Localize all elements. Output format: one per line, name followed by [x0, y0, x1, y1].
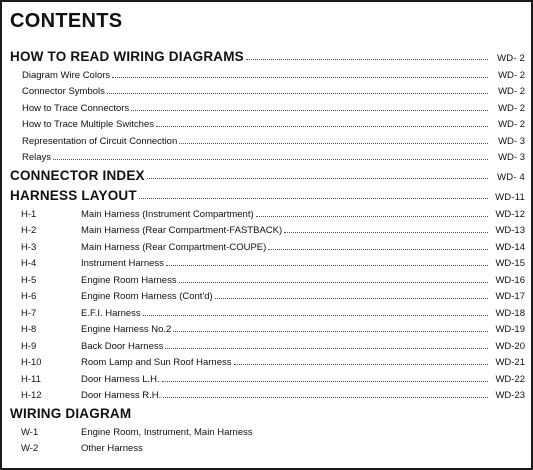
toc-entry-code: H-1: [21, 208, 37, 220]
toc-entry-code: H-12: [21, 390, 42, 401]
toc-entry-label: Engine Harness No.2: [81, 324, 172, 335]
dot-leader: [234, 364, 489, 365]
toc-page-number: WD-18: [495, 307, 525, 319]
toc-entry-label: Back Door Harness: [81, 340, 164, 352]
toc-page-number: WD-19: [495, 324, 525, 335]
dot-leader: [284, 232, 488, 233]
toc-section-harness-layout[interactable]: [2, 183, 531, 203]
toc-entry[interactable]: [2, 368, 531, 385]
toc-entry-label: Main Harness (Instrument Compartment): [81, 208, 254, 220]
toc-entry-code: W-1: [21, 426, 39, 438]
dot-leader: [163, 397, 488, 398]
toc-section-how-to-read[interactable]: [2, 44, 531, 64]
toc-entry-label: Connector Symbols: [22, 86, 105, 97]
toc-page-number: WD-12: [495, 208, 525, 220]
toc-entry[interactable]: [2, 253, 531, 270]
toc-entry-code: H-6: [21, 291, 37, 302]
toc-entry-label: Door Harness L.H.: [81, 373, 160, 385]
toc-entry-label: Main Harness (Rear Compartment-FASTBACK): [81, 225, 283, 236]
dot-leader: [165, 348, 488, 349]
toc-page-number: WD-11: [495, 192, 525, 203]
toc-section-wiring-diagram[interactable]: [2, 401, 531, 421]
toc-entry-label: Main Harness (Rear Compartment-COUPE): [81, 241, 267, 253]
toc-page-number: WD-15: [495, 258, 525, 269]
toc-entry[interactable]: [2, 147, 531, 164]
toc-entry-label: Other Harness: [81, 443, 143, 454]
toc-entry[interactable]: [2, 269, 531, 286]
toc-entry[interactable]: [2, 302, 531, 319]
dot-leader: [139, 198, 488, 199]
toc-section-connector-index[interactable]: [2, 163, 531, 183]
toc-entry-label: Relays: [22, 152, 52, 163]
toc-entry[interactable]: [2, 130, 531, 147]
dot-leader: [107, 93, 488, 94]
toc-entry[interactable]: [2, 335, 531, 352]
toc-entry-code: H-2: [21, 225, 37, 236]
toc-page-number: WD- 2: [498, 102, 525, 114]
toc-entry[interactable]: [2, 220, 531, 237]
toc-page-number: WD-16: [495, 274, 525, 286]
dot-leader: [112, 77, 488, 78]
toc-entry-label: E.F.I. Harness: [81, 307, 141, 319]
dot-leader: [166, 265, 488, 266]
dot-leader: [53, 159, 488, 160]
dot-leader: [179, 143, 488, 144]
toc-entry-label: Engine Room, Instrument, Main Harness: [81, 426, 253, 438]
toc-entry-label: Engine Room Harness (Cont'd): [81, 291, 213, 302]
toc-page-number: WD-17: [495, 291, 525, 302]
toc-entry-label: Diagram Wire Colors: [22, 69, 111, 81]
toc-entry[interactable]: [2, 438, 531, 455]
toc-entry[interactable]: [2, 97, 531, 114]
toc-page-number: WD-21: [495, 357, 525, 368]
toc-entry[interactable]: [2, 385, 531, 402]
toc-entry-label: Instrument Harness: [81, 258, 164, 269]
toc-entry-code: H-10: [21, 357, 42, 368]
dot-leader: [268, 249, 488, 250]
toc-entry-label: How to Trace Multiple Switches: [22, 119, 154, 130]
dot-leader: [131, 110, 488, 111]
toc-entry-code: H-5: [21, 274, 37, 286]
toc-section-heading: HARNESS LAYOUT: [10, 188, 137, 203]
dot-leader: [147, 178, 488, 179]
page-title: CONTENTS: [10, 10, 123, 32]
toc-entry[interactable]: [2, 286, 531, 303]
dot-leader: [256, 216, 488, 217]
dot-leader: [143, 315, 488, 316]
dot-leader: [179, 282, 488, 283]
toc-page-number: WD- 3: [498, 152, 525, 163]
toc-entry-label: Room Lamp and Sun Roof Harness: [81, 357, 232, 368]
toc-entry-code: H-9: [21, 340, 37, 352]
toc-entry-code: H-11: [21, 373, 41, 385]
toc-page-number: WD-20: [495, 340, 525, 352]
toc-entry[interactable]: [2, 236, 531, 253]
toc-entry-label: Engine Room Harness: [81, 274, 177, 286]
toc-entry[interactable]: [2, 421, 531, 438]
toc-entry-label: Door Harness R.H.: [81, 390, 162, 401]
toc-entry-code: H-8: [21, 324, 37, 335]
toc-entry-code: W-2: [21, 443, 39, 454]
dot-leader: [162, 381, 488, 382]
toc-entry[interactable]: [2, 352, 531, 369]
toc-entry[interactable]: [2, 319, 531, 336]
toc-entry[interactable]: [2, 203, 531, 220]
toc-page-number: WD- 3: [498, 135, 525, 147]
toc-section-heading: CONNECTOR INDEX: [10, 168, 145, 183]
dot-leader: [215, 298, 488, 299]
toc-entry[interactable]: [2, 114, 531, 131]
toc-entry-label: How to Trace Connectors: [22, 102, 130, 114]
toc-section-heading: WIRING DIAGRAM: [10, 406, 132, 421]
toc-entry-code: H-3: [21, 241, 37, 253]
toc-page-number: WD- 2: [498, 119, 525, 130]
toc-entry[interactable]: [2, 81, 531, 98]
toc-entry-label: Representation of Circuit Connection: [22, 135, 178, 147]
toc-page-number: WD-14: [495, 241, 525, 253]
toc-entry-code: H-4: [21, 258, 37, 269]
table-of-contents: [2, 44, 531, 454]
dot-leader: [246, 59, 488, 60]
toc-entry[interactable]: [2, 64, 531, 81]
toc-page-number: WD- 4: [497, 172, 525, 183]
toc-page-number: WD- 2: [498, 86, 525, 97]
toc-page-number: WD- 2: [498, 69, 525, 81]
toc-page-number: WD-22: [495, 373, 525, 385]
toc-page-number: WD-13: [495, 225, 525, 236]
toc-entry-code: H-7: [21, 307, 37, 319]
toc-page-number: WD-23: [495, 390, 525, 401]
toc-page-number: WD- 2: [497, 53, 525, 64]
toc-section-heading: HOW TO READ WIRING DIAGRAMS: [10, 49, 244, 64]
dot-leader: [173, 331, 488, 332]
dot-leader: [156, 126, 488, 127]
